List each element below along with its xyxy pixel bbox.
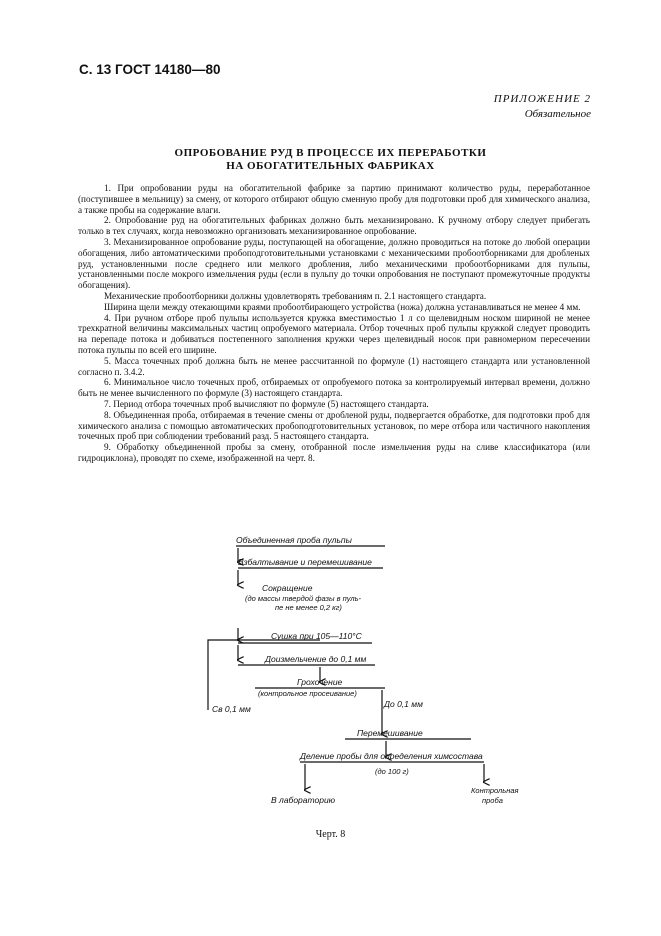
step-drying: Сушка при 105—110°С xyxy=(271,631,362,641)
paragraph-9: 9. Обработку объединенной пробы за смену, отобранной после измельчения руды на сливе классификатора (или гидроциклона), проводят по схеме, изображенной на черт. 8. xyxy=(78,442,590,463)
paragraph-6: 6. Минимальное число точечных проб, отбираемых от опробуемого потока за контролируемый интервал времени, должно быть не менее вычисленного по формуле (3) настоящего стандарта. xyxy=(78,377,590,399)
output-control-sample-line-2: проба xyxy=(482,796,503,805)
figure-caption: Черт. 8 xyxy=(315,829,346,840)
paragraph-3-note-b: Ширина щели между отекающими краями пробоотбирающего устройства (ножа) должна устанавливаться не менее 4 мм. xyxy=(104,301,581,312)
appendix-title: ПРИЛОЖЕНИЕ 2 xyxy=(493,93,591,105)
step-screening-note: (контрольное просеивание) xyxy=(258,689,357,698)
paragraph-3-note-a: Механические пробоотборники должны удовлетворять требованиям п. 2.1 настоящего стандарта. xyxy=(104,290,487,301)
paragraph-5: 5. Масса точечных проб должна быть не менее рассчитанной по формуле (1) настоящего стандарта или установленной согласно п. 3.4.2. xyxy=(78,355,590,377)
paragraph-3: 3. Механизированное опробование руды, поступающей на обогащение, должно проводиться на потоке до любой операции обогащения, либо автоматическими пробоподготовительными установками с механическими пробоотборниками для дробленых руд, установленными после среднего или мелкого дробления, либо механическими пробоотборниками для пульпы, установленными после мокрого измельчения руды (если в пульпу до точки опробования не поступают промежуточные продукты обогащения). xyxy=(78,236,590,291)
paragraph-1: 1. При опробовании руды на обогатительной фабрике за партию принимают количество руды, переработанное (поступившее в мельницу) за смену, от которого отбирают общую сменную пробу для подготовки проб для химического анализа, а также пробы на содержание влаги. xyxy=(78,183,590,215)
output-control-sample-line-1: Контрольная xyxy=(471,786,519,795)
step-shaking-mixing: Взбалтывание и перемешивание xyxy=(238,557,372,567)
step-combined-sample: Объединенная проба пульпы xyxy=(236,535,352,545)
label-oversize: Св 0,1 мм xyxy=(212,704,251,714)
step-division-note: (до 100 г) xyxy=(375,767,409,776)
appendix-status: Обязательное xyxy=(524,108,591,120)
step-reduction-note-1: (до массы твердой фазы в пуль- xyxy=(245,594,362,603)
step-regrinding: Доизмельчение до 0,1 мм xyxy=(265,654,367,664)
paragraph-4: 4. При ручном отборе проб пульпы используется кружка вместимостью 1 л со щелевидным носком шириной не менее трехкратной величины максимальных частиц опробуемого материала. Отбор точечных проб пульпы кружкой следует проводить на перепаде потока и добиваться постепенного заполнения кружки через щелевидный носок при равномерном пересечении потока пульпы по всей его ширине. xyxy=(78,312,590,355)
title-line-2: НА ОБОГАТИТЕЛЬНЫХ ФАБРИКАХ xyxy=(226,160,435,172)
step-reduction: Сокращение xyxy=(262,583,313,593)
paragraph-2: 2. Опробование руд на обогатительных фабриках должно быть механизировано. К ручному отбору следует прибегать только в тех случаях, когда невозможно организовать механизированное опробование. xyxy=(78,215,590,237)
paragraph-7: 7. Период отбора точечных проб вычисляют по формуле (5) настоящего стандарта. xyxy=(104,398,429,409)
paragraph-8: 8. Объединенная проба, отбираемая в течение смены от дробленой руды, подвергается обработке, для подготовки проб для химического анализа с помощью автоматических пробоподготовительных установок, по мере отбора или частичного накопления точечных проб при соблюдении требований разд. 5 настоящего стандарта. xyxy=(78,409,590,442)
return-line xyxy=(208,640,320,710)
title-line-1: ОПРОБОВАНИЕ РУД В ПРОЦЕССЕ ИХ ПЕРЕРАБОТКИ xyxy=(174,147,487,159)
step-division: Деление пробы для определения химсостава xyxy=(300,751,483,761)
step-screening: Грохочение xyxy=(297,677,343,687)
label-undersize: До 0,1 мм xyxy=(384,699,423,709)
page-header: С. 13 ГОСТ 14180—80 xyxy=(79,62,221,77)
step-mixing: Перемешивание xyxy=(357,728,423,738)
step-reduction-note-2: пе не менее 0,2 кг) xyxy=(275,603,342,612)
output-laboratory: В лабораторию xyxy=(271,795,336,805)
